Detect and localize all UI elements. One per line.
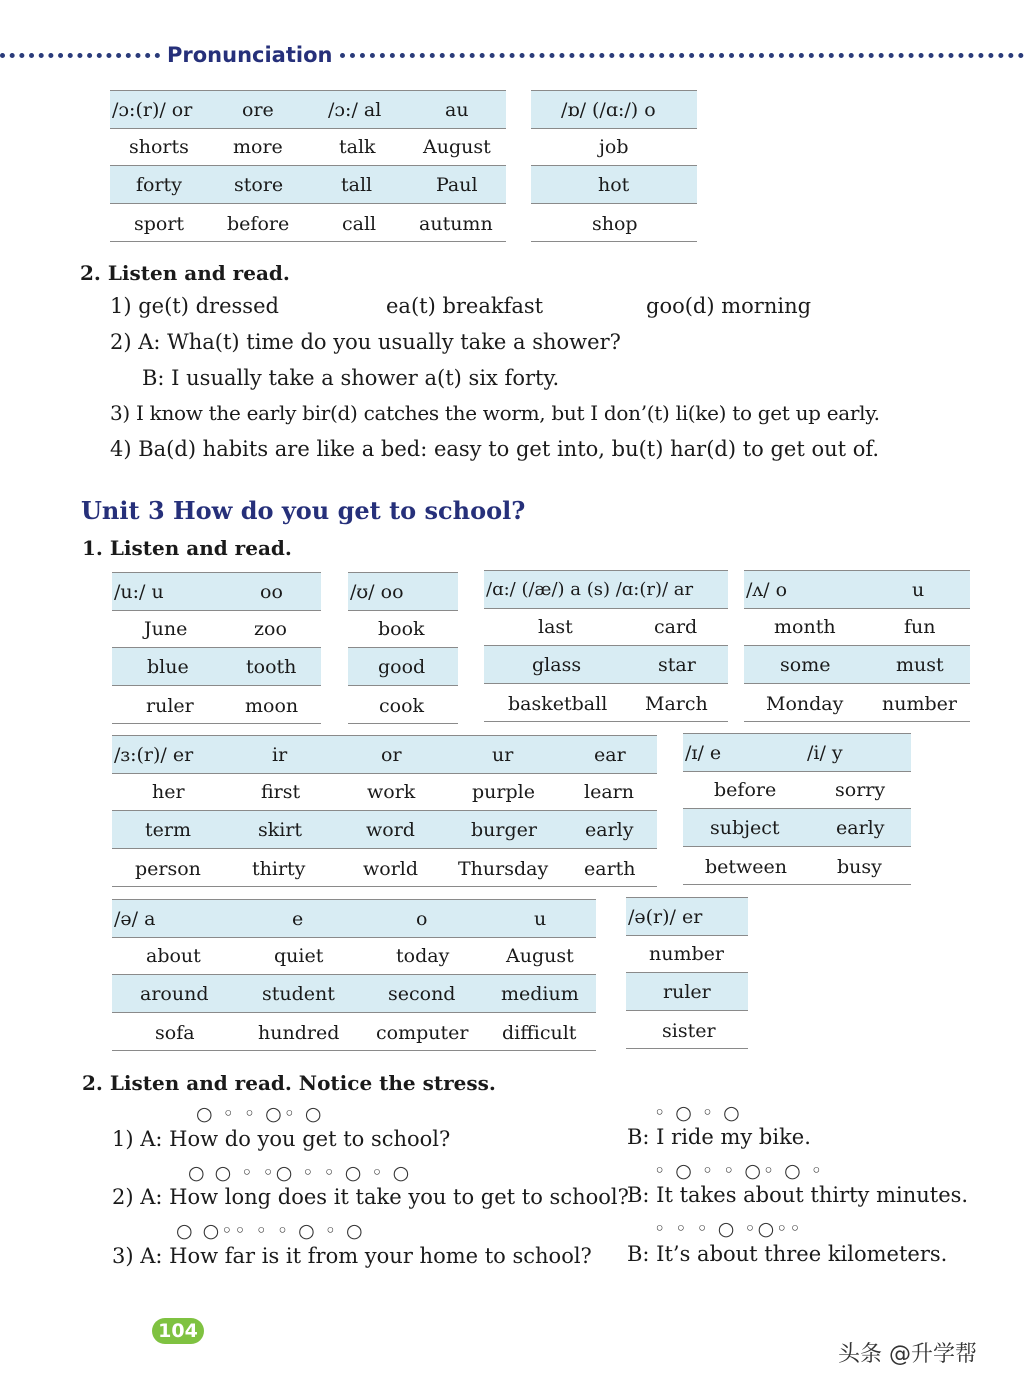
table-cell: job bbox=[599, 136, 629, 158]
section-title: Pronunciation bbox=[167, 43, 333, 67]
dialogue-line: B: It takes about thirty minutes. bbox=[627, 1183, 969, 1207]
table-cell: month bbox=[774, 616, 836, 638]
table-cell: e bbox=[292, 908, 304, 930]
stress-marks: ○ ○◦◦ ◦ ◦ ○ ◦ ○ bbox=[176, 1220, 365, 1242]
table-row bbox=[112, 899, 596, 938]
table-cell: busy bbox=[837, 856, 882, 878]
table-cell: ore bbox=[242, 99, 274, 121]
table-cell: between bbox=[705, 856, 788, 878]
table-cell: shorts bbox=[129, 136, 189, 158]
table-row bbox=[531, 90, 697, 129]
table-cell: /i/ y bbox=[807, 742, 843, 764]
table-cell: card bbox=[654, 616, 698, 638]
table-cell: sorry bbox=[835, 779, 886, 801]
table-cell: talk bbox=[339, 136, 376, 158]
exercise-line: 2) A: Wha(t) time do you usually take a shower? bbox=[110, 330, 621, 354]
table-cell: blue bbox=[147, 656, 189, 678]
table-cell: student bbox=[262, 983, 335, 1005]
table-cell: store bbox=[234, 174, 284, 196]
table-cell: work bbox=[367, 781, 416, 803]
table-cell: subject bbox=[710, 817, 780, 839]
table-cell: glass bbox=[532, 654, 582, 676]
table-cell: number bbox=[882, 693, 957, 715]
table-cell: oo bbox=[260, 581, 283, 603]
table-cell: cook bbox=[379, 695, 425, 717]
table-cell: term bbox=[145, 819, 191, 841]
table-cell: good bbox=[378, 656, 426, 678]
table-row bbox=[484, 570, 728, 609]
table-row bbox=[744, 684, 970, 722]
table-cell: computer bbox=[376, 1022, 469, 1044]
table-cell: ur bbox=[492, 744, 514, 766]
table-row bbox=[112, 937, 596, 975]
table-row bbox=[531, 166, 697, 204]
table-cell: around bbox=[140, 983, 209, 1005]
table-cell: /ɔ:(r)/ or bbox=[112, 99, 193, 121]
table-cell: zoo bbox=[254, 618, 287, 640]
stress-marks: ○ ○ ◦ ◦○ ◦ ◦ ○ ◦ ○ bbox=[188, 1162, 412, 1184]
dialogue-line: B: It’s about three kilometers. bbox=[627, 1242, 948, 1266]
table-row bbox=[484, 646, 728, 684]
table-cell: Monday bbox=[766, 693, 844, 715]
table-row bbox=[112, 572, 321, 611]
exercise-line: 1) ge(t) dressed bbox=[110, 294, 279, 318]
table-cell: June bbox=[144, 618, 188, 640]
table-cell: /ɪ/ e bbox=[685, 742, 722, 764]
table-cell: basketball bbox=[508, 693, 608, 715]
exercise-line: B: I usually take a shower a(t) six forty. bbox=[142, 366, 560, 390]
stress-marks: ○ ◦ ◦ ○◦ ○ bbox=[196, 1103, 324, 1125]
table-cell: about bbox=[146, 945, 201, 967]
table-cell: early bbox=[585, 819, 634, 841]
exercise-heading: 2. Listen and read. Notice the stress. bbox=[82, 1071, 496, 1095]
table-cell: today bbox=[396, 945, 450, 967]
table-row bbox=[531, 204, 697, 242]
table-row bbox=[683, 809, 911, 847]
table-row bbox=[744, 570, 970, 609]
table-cell: call bbox=[342, 213, 377, 235]
table-cell: book bbox=[378, 618, 425, 640]
table-row bbox=[626, 897, 748, 936]
dotted-rule-right bbox=[340, 53, 1024, 58]
section-header bbox=[0, 40, 1024, 70]
table-cell: March bbox=[645, 693, 708, 715]
dialogue-line: 2) A: How long does it take you to get to school? bbox=[112, 1185, 629, 1209]
table-cell: more bbox=[233, 136, 283, 158]
table-cell: thirty bbox=[252, 858, 306, 880]
table-cell: u bbox=[534, 908, 547, 930]
table-cell: u bbox=[912, 579, 925, 601]
table-cell: /ɔ:/ al bbox=[328, 99, 382, 121]
table-cell: person bbox=[135, 858, 201, 880]
table-row bbox=[626, 973, 748, 1011]
exercise-line: ea(t) breakfast bbox=[386, 294, 544, 318]
table-cell: forty bbox=[136, 174, 182, 196]
table-cell: hundred bbox=[258, 1022, 340, 1044]
table-cell: her bbox=[152, 781, 185, 803]
dialogue-line: 3) A: How far is it from your home to school? bbox=[112, 1244, 592, 1268]
table-row bbox=[110, 128, 506, 166]
table-cell: autumn bbox=[419, 213, 493, 235]
table-cell: word bbox=[366, 819, 415, 841]
table-cell: some bbox=[780, 654, 831, 676]
exercise-line: goo(d) morning bbox=[646, 294, 812, 318]
stress-marks: ◦ ○ ◦ ○ bbox=[654, 1102, 742, 1124]
table-row bbox=[112, 686, 321, 724]
table-cell: Thursday bbox=[458, 858, 549, 880]
table-row bbox=[348, 686, 458, 724]
table-cell: purple bbox=[472, 781, 535, 803]
table-cell: ruler bbox=[663, 981, 711, 1003]
table-row bbox=[348, 648, 458, 686]
table-cell: must bbox=[896, 654, 944, 676]
table-cell: burger bbox=[471, 819, 537, 841]
exercise-heading: 1. Listen and read. bbox=[82, 536, 292, 560]
table-cell: early bbox=[836, 817, 885, 839]
dialogue-line: B: I ride my bike. bbox=[627, 1125, 811, 1149]
table-cell: ir bbox=[272, 744, 288, 766]
exercise-line: 4) Ba(d) habits are like a bed: easy to get into, bu(t) har(d) to get out of. bbox=[110, 437, 880, 461]
table-cell: sport bbox=[134, 213, 185, 235]
table-cell: /ə/ a bbox=[114, 908, 156, 930]
table-row bbox=[112, 811, 657, 849]
table-cell: or bbox=[381, 744, 402, 766]
stress-marks: ◦ ○ ◦ ◦ ○◦ ○ ◦ bbox=[654, 1160, 825, 1182]
table-cell: /ɒ/ (/ɑ:/) o bbox=[561, 99, 656, 121]
table-cell: second bbox=[388, 983, 456, 1005]
table-cell: medium bbox=[501, 983, 579, 1005]
table-cell: au bbox=[445, 99, 469, 121]
table-cell: hot bbox=[598, 174, 630, 196]
table-row bbox=[484, 684, 728, 722]
exercise-line: 3) I know the early bir(d) catches the worm, but I don’(t) li(ke) to get up early. bbox=[110, 401, 880, 425]
table-cell: o bbox=[416, 908, 428, 930]
exercise-heading: 2. Listen and read. bbox=[80, 261, 290, 285]
page-number: 104 bbox=[152, 1318, 204, 1344]
table-cell: number bbox=[649, 943, 724, 965]
table-cell: skirt bbox=[258, 819, 303, 841]
table-row bbox=[626, 1011, 748, 1049]
table-cell: /ʌ/ o bbox=[746, 579, 788, 601]
table-cell: before bbox=[227, 213, 290, 235]
table-row bbox=[744, 608, 970, 646]
stress-marks: ◦ ◦ ◦ ○ ◦○◦◦ bbox=[654, 1218, 803, 1240]
table-cell: earth bbox=[584, 858, 636, 880]
table-cell: learn bbox=[584, 781, 634, 803]
table-cell: fun bbox=[904, 616, 936, 638]
table-cell: /u:/ u bbox=[114, 581, 164, 603]
table-row bbox=[531, 128, 697, 166]
unit-title: Unit 3 How do you get to school? bbox=[81, 496, 526, 525]
table-row bbox=[112, 735, 657, 774]
table-cell: /ɑ:/ (/æ/) a (s) /ɑ:(r)/ ar bbox=[486, 579, 694, 600]
dialogue-line: 1) A: How do you get to school? bbox=[112, 1127, 451, 1151]
table-cell: sofa bbox=[155, 1022, 195, 1044]
table-cell: last bbox=[538, 616, 573, 638]
watermark: 头条 @升学帮 bbox=[838, 1342, 977, 1367]
table-cell: /ɜ:(r)/ er bbox=[114, 744, 194, 766]
table-cell: before bbox=[714, 779, 777, 801]
table-cell: Paul bbox=[436, 174, 478, 196]
table-row bbox=[112, 773, 657, 811]
table-row bbox=[683, 733, 911, 772]
table-row bbox=[112, 648, 321, 686]
table-cell: shop bbox=[592, 213, 638, 235]
table-cell: ear bbox=[594, 744, 626, 766]
table-row bbox=[683, 847, 911, 885]
table-cell: tooth bbox=[246, 656, 297, 678]
table-row bbox=[348, 572, 458, 611]
table-row bbox=[484, 608, 728, 646]
dotted-rule-left bbox=[0, 53, 160, 58]
table-row bbox=[112, 1013, 596, 1051]
table-row bbox=[110, 90, 506, 129]
table-row bbox=[110, 166, 506, 204]
table-cell: /ə(r)/ er bbox=[628, 906, 703, 928]
table-row bbox=[683, 771, 911, 809]
table-cell: tall bbox=[341, 174, 373, 196]
table-cell: August bbox=[506, 945, 574, 967]
table-cell: star bbox=[658, 654, 696, 676]
table-row bbox=[626, 935, 748, 973]
table-cell: moon bbox=[245, 695, 299, 717]
table-cell: August bbox=[423, 136, 491, 158]
table-row bbox=[112, 849, 657, 887]
table-row bbox=[348, 610, 458, 648]
table-row bbox=[110, 204, 506, 242]
table-cell: sister bbox=[662, 1020, 716, 1042]
table-cell: first bbox=[261, 781, 301, 803]
table-cell: difficult bbox=[502, 1022, 577, 1044]
table-row bbox=[112, 975, 596, 1013]
table-cell: /ʊ/ oo bbox=[350, 581, 404, 603]
table-cell: ruler bbox=[146, 695, 194, 717]
table-cell: world bbox=[363, 858, 419, 880]
table-row bbox=[112, 610, 321, 648]
table-row bbox=[744, 646, 970, 684]
table-cell: quiet bbox=[274, 945, 324, 967]
